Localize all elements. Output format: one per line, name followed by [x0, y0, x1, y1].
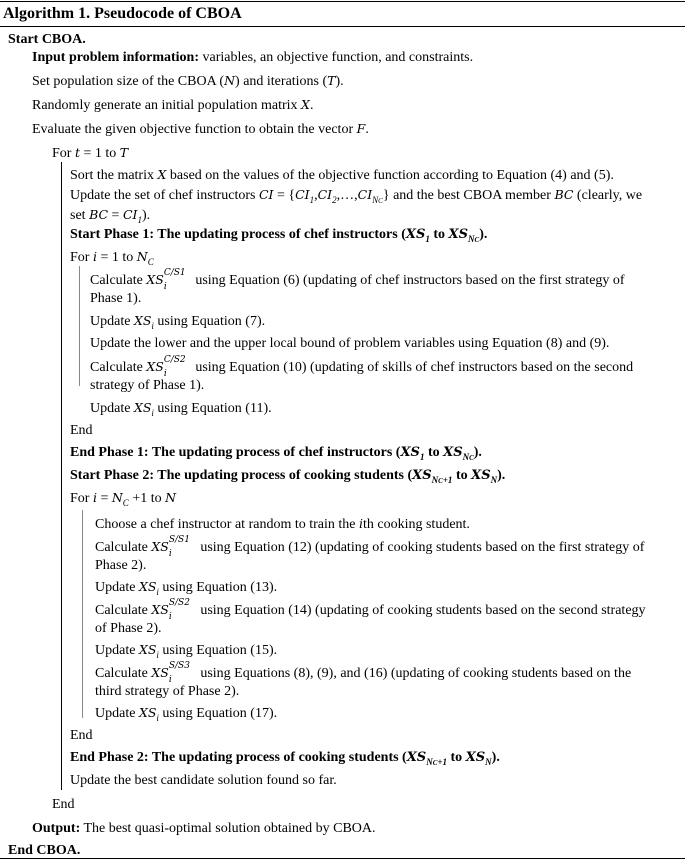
phase2-line: Phase 2).: [95, 558, 147, 573]
bottom-rule: [0, 858, 685, 859]
for-t-bracket: [61, 162, 62, 790]
calc-cs2-line: Calculate XS C/S2 i using Equation (10) (updating of skills of chef instructors based on the second: [90, 354, 634, 379]
end-for-i2: End: [70, 728, 93, 743]
for-t-line: For t = 1 to T: [52, 145, 129, 161]
calc-ss1-line: Calculate XS S/S1 i using Equation (12) (updating of cooking students based on the first strategy of: [95, 534, 645, 559]
update-best-line: Update the best candidate solution found so far.: [70, 773, 337, 788]
update-bounds-line: Update the lower and the upper local bound of problem variables using Equation (8) and (9).: [90, 336, 610, 351]
start-phase2-line: Start Phase 2: The updating process of cooking students ($XS_{NC+1}$ to $XS_N$).: [70, 468, 506, 485]
evaluate-line: Evaluate the given objective function to obtain the vector F.: [32, 121, 369, 137]
end-for-i: End: [70, 423, 93, 438]
calc-ss3-line: Calculate XS S/S3 i using Equations (8), (9), and (16) (updating of cooking students based on the: [95, 660, 632, 685]
start-line: Start CBOA.: [8, 32, 86, 47]
start-phase1-line: Start Phase 1: The updating process of chef instructors ($XS_1$ to $XS_{NC}$).: [70, 227, 488, 244]
for-i-bracket: [79, 266, 80, 386]
third-strategy-line: third strategy of Phase 2).: [95, 684, 240, 699]
calc-ss2-line: Calculate XS S/S2 i using Equation (14) (updating of cooking students based on the second strategy: [95, 597, 646, 622]
for-i2-line: For $i = N_C +1$ to N: [70, 490, 177, 508]
end-cboa-line: End CBOA.: [8, 843, 81, 858]
input-line: Input problem information: variables, an objective function, and constraints.: [32, 50, 474, 65]
end-for-t: End: [52, 797, 75, 812]
calc-cs1-line: Calculate XS C/S1 i using Equation (6) (updating of chef instructors based on the first strategy of: [90, 267, 625, 292]
strategy-p1-line: strategy of Phase 1).: [90, 378, 205, 393]
of-phase2-line: of Phase 2).: [95, 621, 162, 636]
update-17-line: Update $XS_i$ using Equation (17).: [95, 705, 278, 723]
random-gen-line: Randomly generate an initial population matrix X.: [32, 97, 314, 113]
update-11-line: Update $XS_i$ using Equation (11).: [90, 400, 272, 418]
update-7-line: Update $XS_i$ using Equation (7).: [90, 313, 266, 331]
set-pop-line: Set population size of the CBOA (N) and iterations (T).: [32, 73, 344, 89]
set-bc-line: set BC = $CI_1$).: [70, 207, 151, 225]
end-phase1-line: End Phase 1: The updating process of chef instructors ($XS_1$ to $XS_{NC}$).: [70, 445, 482, 462]
title-rule: [0, 26, 685, 27]
update-set-line: Update the set of chef instructors CI = $\{CI_1,CI_2,\dots,CI_{NC}\}$ and the best CBOA member BC (clearly, we: [70, 187, 643, 205]
phase1-line: Phase 1).: [90, 291, 142, 306]
output-line: Output: The best quasi-optimal solution obtained by CBOA.: [32, 821, 376, 836]
algorithm-title: Algorithm 1. Pseudocode of CBOA: [3, 5, 242, 22]
sort-line: Sort the matrix X based on the values of the objective function according to Equation (4) and (5).: [70, 167, 614, 183]
choose-line: Choose a chef instructor at random to train the ith cooking student.: [95, 516, 470, 532]
update-13-line: Update $XS_i$ using Equation (13).: [95, 579, 278, 597]
for-i2-bracket: [82, 510, 83, 718]
update-15-line: Update $XS_i$ using Equation (15).: [95, 642, 278, 660]
for-i-line: For i = 1 to $N_C$: [70, 249, 154, 267]
end-phase2-line: End Phase 2: The updating process of cooking students ($XS_{NC+1}$ to $XS_N$).: [70, 750, 500, 767]
top-rule: [0, 1, 685, 2]
